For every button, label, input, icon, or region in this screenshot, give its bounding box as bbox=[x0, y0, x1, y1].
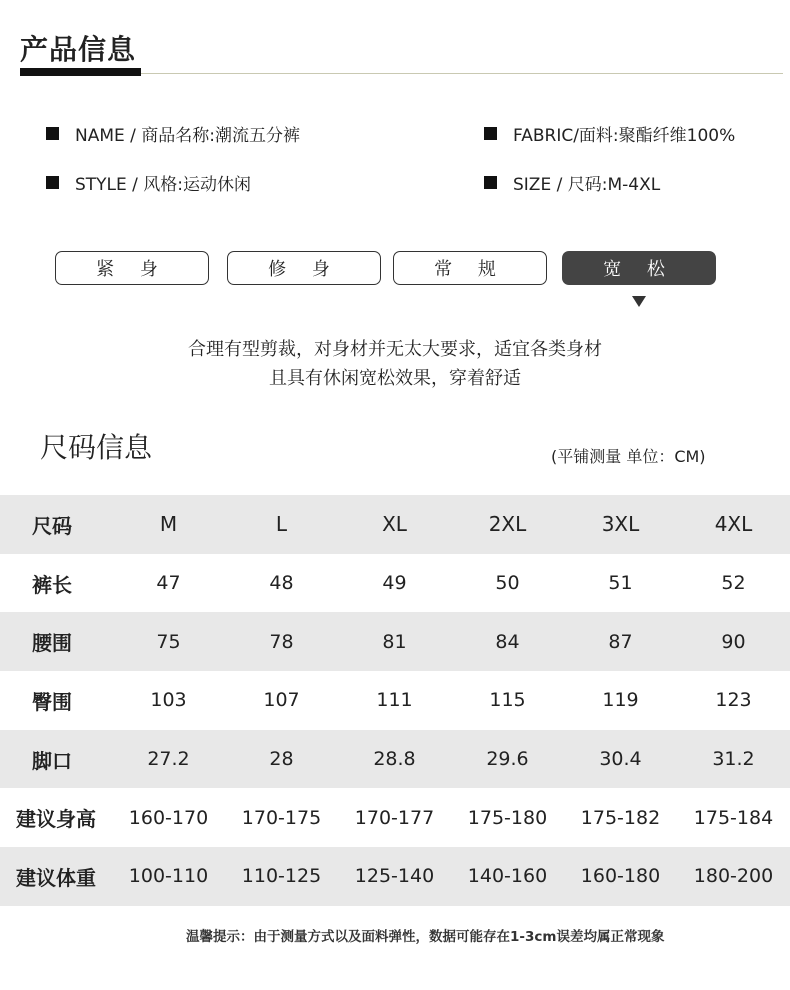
table-row bbox=[0, 612, 790, 671]
table-cell: 49 bbox=[382, 572, 407, 595]
title-underline-bar bbox=[20, 68, 141, 76]
table-cell: 170-177 bbox=[354, 806, 435, 829]
info-style-text: STYLE / 风格:运动休闲 bbox=[75, 175, 252, 195]
table-cell: 50 bbox=[495, 572, 520, 595]
section-title-size-info: 尺码信息 bbox=[40, 431, 153, 464]
size-table bbox=[0, 495, 790, 906]
table-row-label: 建议体重 bbox=[16, 865, 96, 890]
fit-option-tight[interactable]: 紧 身 bbox=[55, 251, 209, 285]
table-cell: 28.8 bbox=[373, 748, 416, 771]
info-style bbox=[46, 170, 251, 195]
table-cell: 84 bbox=[495, 630, 520, 653]
table-cell: 123 bbox=[715, 689, 752, 712]
table-cell: 81 bbox=[382, 630, 407, 653]
table-cell: 29.6 bbox=[486, 748, 529, 771]
table-cell: 175-182 bbox=[580, 806, 661, 829]
title-divider-line bbox=[141, 73, 783, 74]
table-header-cell: 3XL bbox=[601, 512, 640, 537]
info-name bbox=[46, 121, 300, 146]
table-cell: 28 bbox=[269, 748, 294, 771]
bullet-square-icon bbox=[484, 176, 497, 189]
table-header-cell: 尺码 bbox=[32, 513, 72, 538]
table-row bbox=[0, 554, 790, 613]
bullet-square-icon bbox=[46, 176, 59, 189]
fit-option-slim[interactable]: 修 身 bbox=[227, 251, 381, 285]
measurement-disclaimer: 温馨提示：由于测量方式以及面料弹性，数据可能存在1-3cm误差均属正常现象 bbox=[186, 929, 665, 945]
table-row-label: 臀围 bbox=[32, 689, 72, 714]
selected-indicator-arrow-icon bbox=[632, 296, 646, 307]
table-cell: 100-110 bbox=[128, 865, 209, 888]
table-cell: 90 bbox=[721, 630, 746, 653]
table-row-label: 脚口 bbox=[32, 748, 72, 773]
table-row bbox=[0, 730, 790, 789]
table-cell: 125-140 bbox=[354, 865, 435, 888]
table-header-cell: XL bbox=[382, 512, 407, 537]
table-header-cell: L bbox=[275, 512, 288, 537]
info-fabric bbox=[484, 121, 735, 146]
table-row bbox=[0, 671, 790, 730]
table-cell: 75 bbox=[156, 630, 181, 653]
table-cell: 115 bbox=[489, 689, 526, 712]
table-cell: 111 bbox=[376, 689, 413, 712]
bullet-square-icon bbox=[484, 127, 497, 140]
table-row bbox=[0, 788, 790, 847]
info-size bbox=[484, 170, 660, 195]
fit-description-line2: 且具有休闲宽松效果，穿着舒适 bbox=[269, 368, 521, 389]
table-cell: 87 bbox=[608, 630, 633, 653]
info-name-text: NAME / 商品名称:潮流五分裤 bbox=[75, 126, 301, 146]
table-cell: 103 bbox=[150, 689, 187, 712]
table-header-row bbox=[0, 495, 790, 554]
table-cell: 140-160 bbox=[467, 865, 548, 888]
table-cell: 47 bbox=[156, 572, 181, 595]
bullet-square-icon bbox=[46, 127, 59, 140]
table-cell: 30.4 bbox=[599, 748, 642, 771]
info-size-text: SIZE / 尺码:M-4XL bbox=[513, 175, 661, 195]
table-row-label: 裤长 bbox=[32, 572, 72, 597]
table-row-label: 建议身高 bbox=[16, 807, 96, 832]
table-cell: 110-125 bbox=[241, 865, 322, 888]
table-row-label: 腰围 bbox=[32, 631, 72, 656]
fit-description-line1: 合理有型剪裁，对身材并无太大要求，适宜各类身材 bbox=[188, 339, 602, 360]
fit-option-regular[interactable]: 常 规 bbox=[393, 251, 547, 285]
table-cell: 31.2 bbox=[712, 748, 755, 771]
table-cell: 27.2 bbox=[147, 748, 190, 771]
table-row bbox=[0, 847, 790, 906]
table-cell: 119 bbox=[602, 689, 639, 712]
table-cell: 51 bbox=[608, 572, 633, 595]
table-header-cell: 2XL bbox=[488, 512, 527, 537]
measurement-unit-note: (平铺测量 单位：CM) bbox=[551, 447, 706, 466]
table-cell: 107 bbox=[263, 689, 300, 712]
table-cell: 180-200 bbox=[693, 865, 774, 888]
table-cell: 78 bbox=[269, 630, 294, 653]
table-cell: 175-180 bbox=[467, 806, 548, 829]
table-cell: 48 bbox=[269, 572, 294, 595]
table-cell: 160-180 bbox=[580, 865, 661, 888]
table-cell: 160-170 bbox=[128, 806, 209, 829]
table-cell: 170-175 bbox=[241, 806, 322, 829]
table-cell: 175-184 bbox=[693, 806, 774, 829]
table-cell: 52 bbox=[721, 572, 746, 595]
section-title-product-info: 产品信息 bbox=[20, 33, 137, 66]
table-header-cell: M bbox=[159, 512, 178, 537]
info-fabric-text: FABRIC/面料:聚酯纤维100% bbox=[513, 126, 736, 146]
fit-option-loose[interactable]: 宽 松 bbox=[562, 251, 716, 285]
table-header-cell: 4XL bbox=[714, 512, 753, 537]
